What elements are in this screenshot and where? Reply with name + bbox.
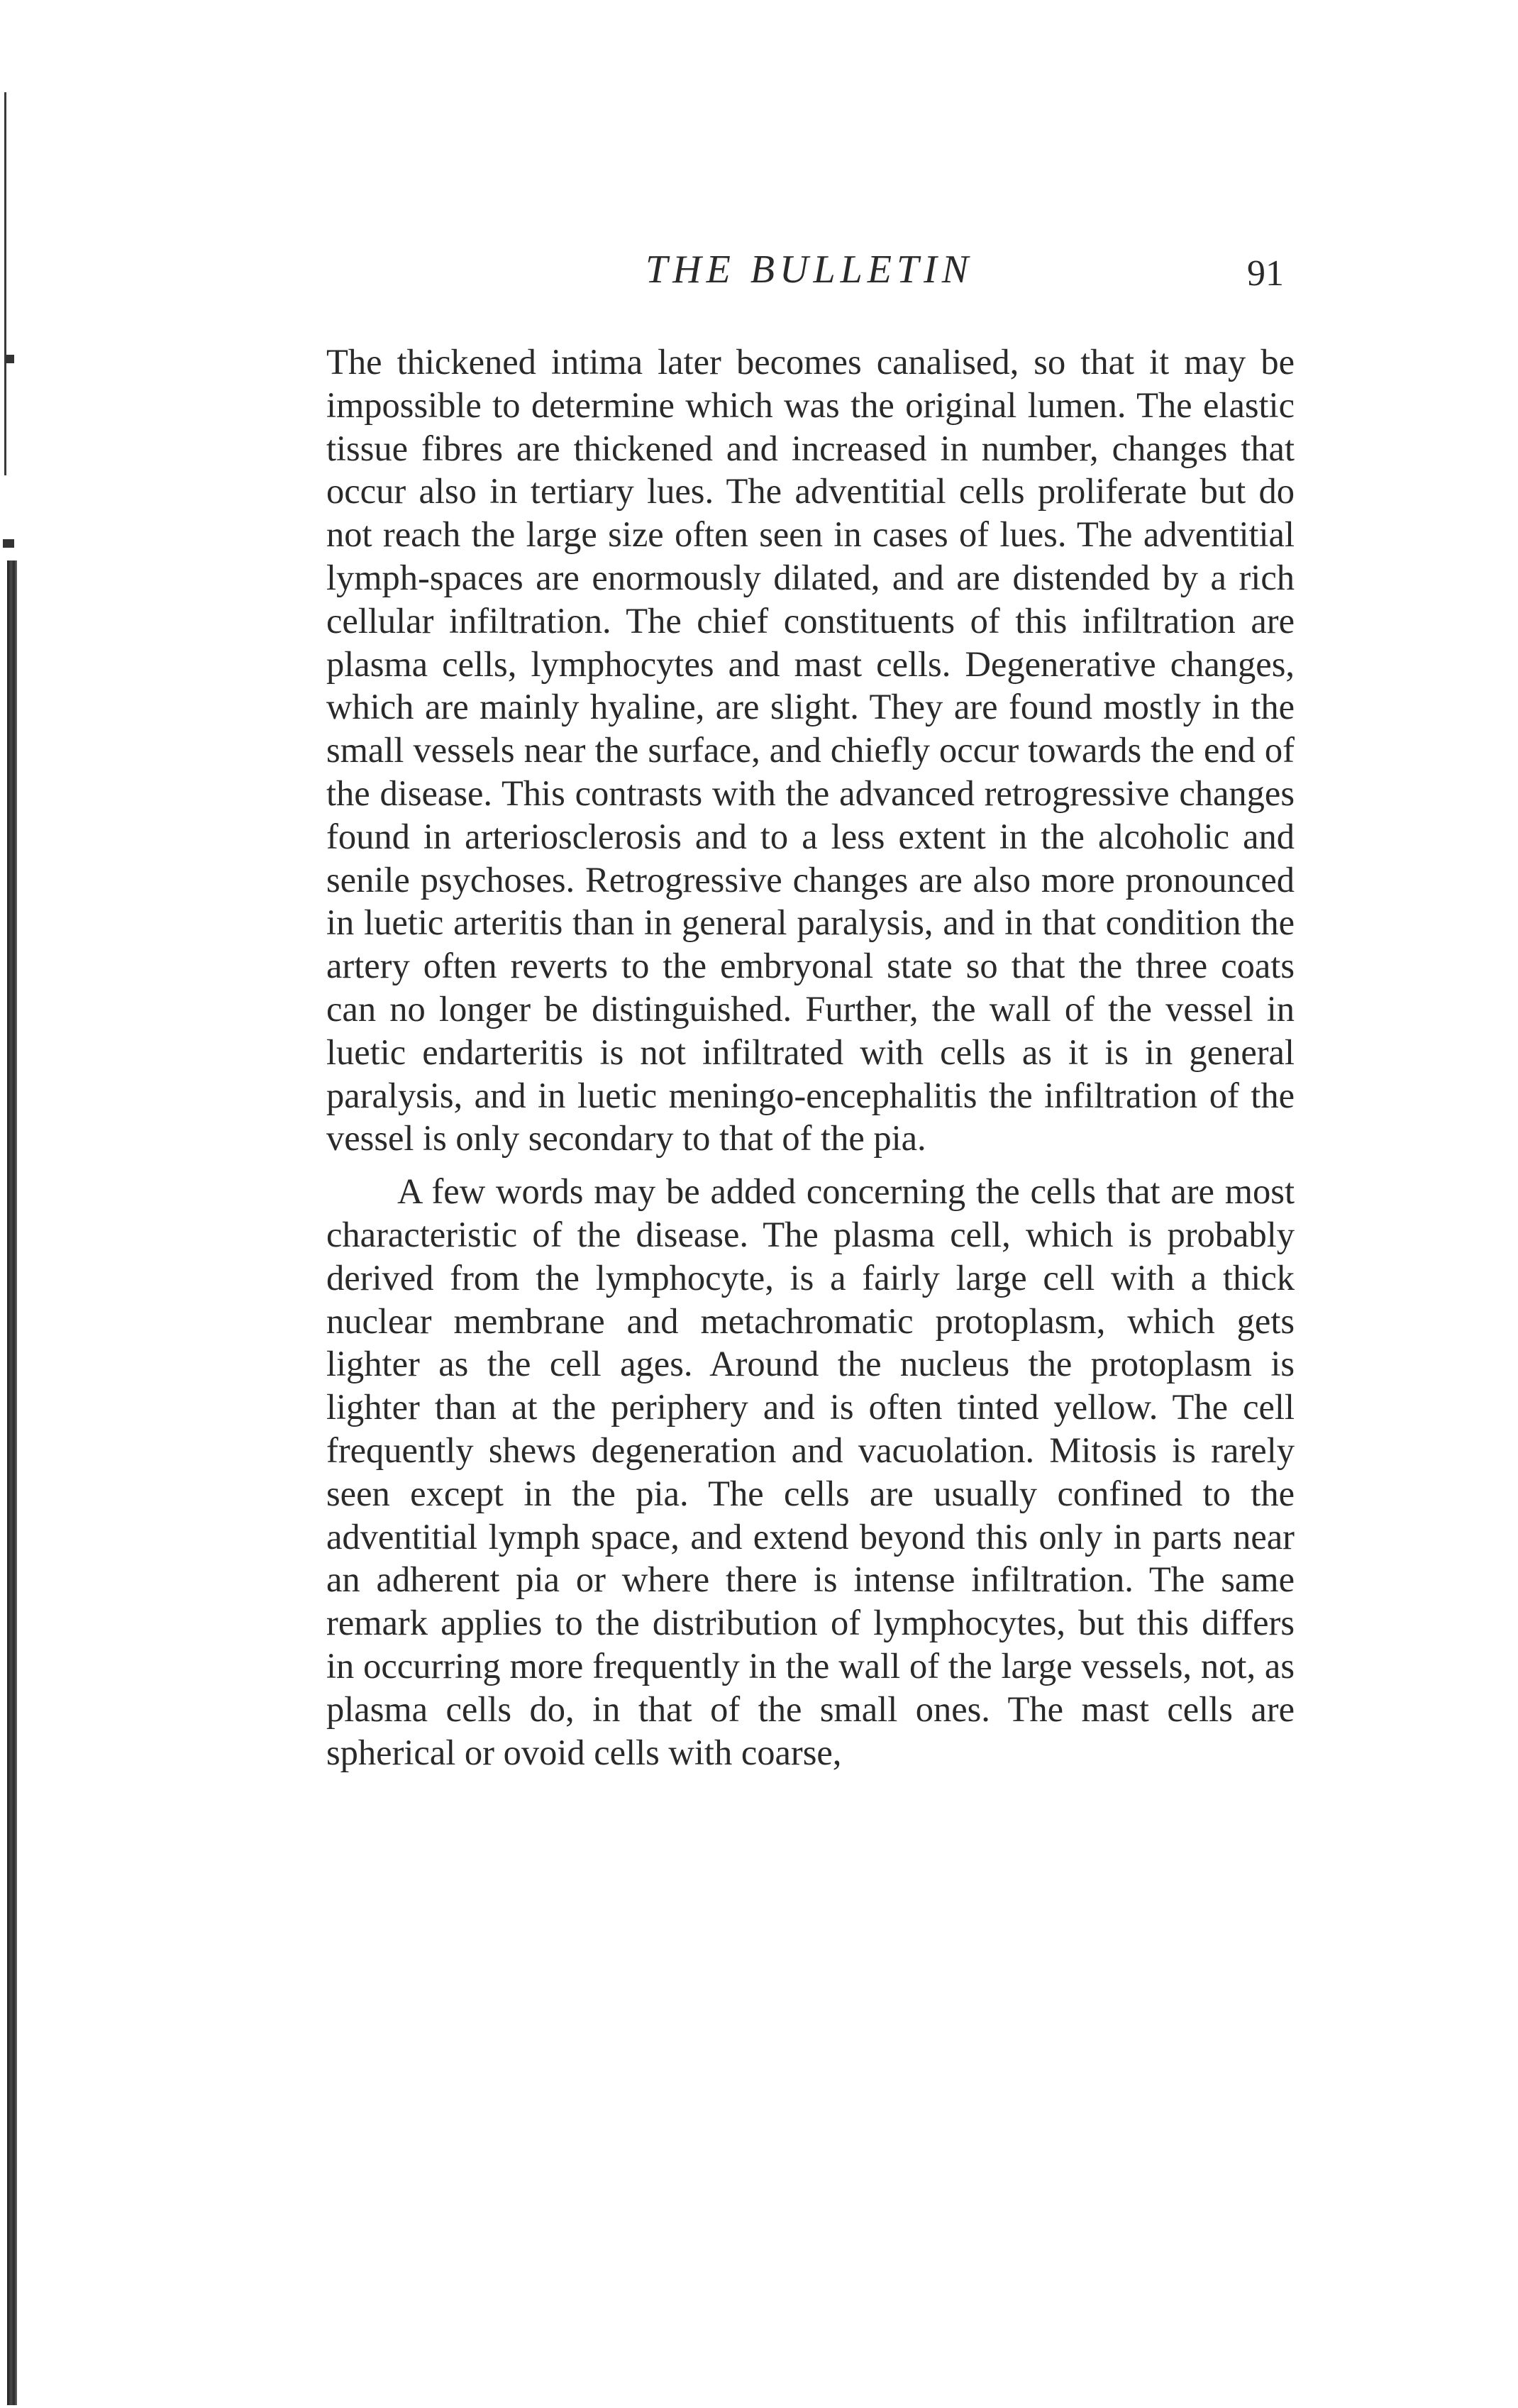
page-number: 91 [1247,253,1284,294]
binding-shadow-band [7,560,17,2405]
page-binding-edge [0,0,21,2408]
page-header [0,241,1518,298]
binding-speck [3,539,14,548]
running-title: THE BULLETIN [646,248,974,292]
binding-speck [6,355,14,363]
paragraph: A few words may be added concerning the cells that are most characteristic of the disease. The plasma cell, which is probably derived from the lymphocyte, is a fairly large cell with a thick nuclear membrane and metachromatic protoplasm, which gets lighter as the cell ages. Around the nucleus the protoplasm is lighter than at the periphery and is often tinted yellow. The cell frequently shews degeneration and vacuolation. Mitosis is rarely seen except in the pia. The cells are usually confined to the adventitial lymph space, and extend beyond this only in parts near an adherent pia or where there is intense infiltration. The same remark applies to the distribution of lymphocytes, but this differs in occurring more frequently in the wall of the large vessels, not, as plasma cells do, in that of the small ones. The mast cells are spherical or ovoid cells with coarse, [326,1171,1295,1772]
body-text [326,341,1295,1774]
paragraph: The thickened intima later becomes canalised, so that it may be impossible to determine which was the original lumen. The elastic tissue fibres are thickened and increased in number, changes that occur also in tertiary lues. The adventitial cells proliferate but do not reach the large size often seen in cases of lues. The adventitial lymph-spaces are enormously dilated, and are distended by a rich cellular infiltration. The chief constituents of this infiltration are plasma cells, lymphocytes and mast cells. Degenerative changes, which are mainly hyaline, are slight. They are found mostly in the small vessels near the surface, and chiefly occur towards the end of the disease. This contrasts with the advanced retrogressive changes found in arteriosclerosis and to a less extent in the alcoholic and senile psychoses. Retrogressive changes are also more pronounced in luetic arteritis than in general paralysis, and in that condition the artery often reverts to the embryonal state so that the three coats can no longer be distinguished. Further, the wall of the vessel in luetic endarteritis is not infiltrated with cells as it is in general paralysis, and in luetic meningo-encephalitis the infiltration of the vessel is only secondary to that of the pia. [326,342,1295,1159]
